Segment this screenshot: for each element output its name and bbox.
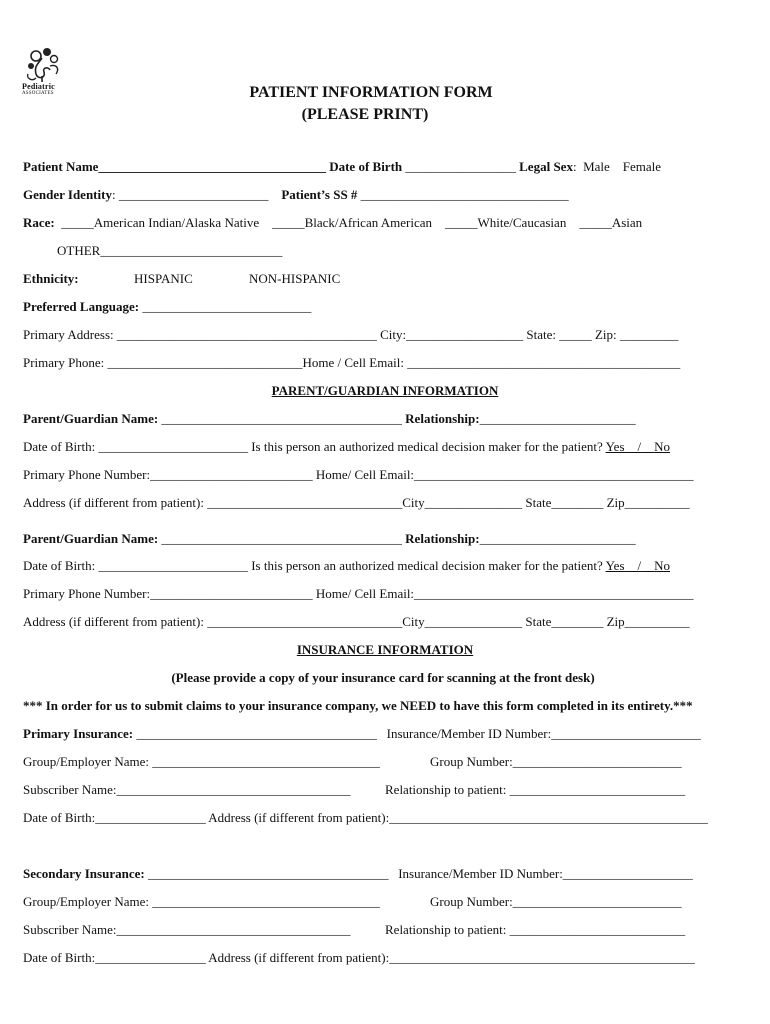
relationship-field[interactable]: ________________________ (479, 531, 636, 546)
sex-female-option[interactable]: Female (622, 159, 662, 174)
guardian-name-field[interactable]: _____________________________________ (161, 531, 402, 546)
patient-name-label: Patient Name (23, 159, 99, 174)
ethnicity-hispanic[interactable]: HISPANIC (134, 271, 193, 286)
group-number-field[interactable]: Group Number:__________________________ (430, 754, 682, 769)
decision-maker-yes[interactable]: Yes (605, 439, 625, 454)
language-row (23, 299, 311, 315)
subscriber-relationship-field[interactable]: Relationship to patient: ___________________________ (385, 922, 686, 937)
dob-field[interactable]: _________________ (405, 159, 516, 174)
secondary-dob-row[interactable]: Date of Birth:_________________ Address (if different from patient):_______________________________________________ (23, 950, 695, 965)
gender-identity-field[interactable]: : _______________________ (111, 187, 269, 202)
guardian-1-phone-row[interactable]: Primary Phone Number:_________________________ Home/ Cell Email:___________________________________________ (23, 467, 694, 482)
decision-maker-yes[interactable]: Yes (605, 558, 625, 573)
race-other-row (57, 243, 282, 259)
insurance-section-heading: INSURANCE INFORMATION (296, 642, 474, 657)
decision-maker-slash: / (637, 439, 642, 454)
ethnicity-row (23, 271, 341, 287)
decision-maker-no[interactable]: No (654, 439, 671, 454)
race-label: Race: (23, 215, 55, 230)
subscriber-name-field[interactable]: Subscriber Name:____________________________________ (23, 922, 351, 937)
guardian-name-label: Parent/Guardian Name: (23, 531, 159, 546)
insurance-card-note: (Please provide a copy of your insurance card for scanning at the front desk) (171, 670, 595, 685)
race-american-indian[interactable]: _____American Indian/Alaska Native (61, 215, 260, 230)
race-row (23, 215, 642, 231)
group-employer-field[interactable]: Group/Employer Name: ___________________________________ (23, 894, 380, 909)
secondary-group-row (23, 894, 682, 910)
guardian-dob-text[interactable]: Date of Birth: _______________________ Is this person an authorized medical decision maker for the patient? (23, 558, 603, 573)
race-black[interactable]: _____Black/African American (272, 215, 433, 230)
gender-row (23, 187, 569, 203)
relationship-field[interactable]: ________________________ (479, 411, 636, 426)
guardian-section-heading: PARENT/GUARDIAN INFORMATION (271, 383, 499, 398)
primary-group-row (23, 754, 682, 770)
guardian-name-field[interactable]: _____________________________________ (161, 411, 402, 426)
sex-male-option[interactable]: Male (583, 159, 610, 174)
decision-maker-slash: / (637, 558, 642, 573)
logo-subtitle: ASSOCIATES (22, 91, 54, 96)
guardian-1-dob-row (23, 439, 670, 455)
dob-label: Date of Birth (329, 159, 403, 174)
ethnicity-label: Ethnicity: (23, 271, 79, 286)
primary-dob-row[interactable]: Date of Birth:_________________ Address (if different from patient):_________________________________________________ (23, 810, 708, 825)
form-title: PATIENT INFORMATION FORM (249, 84, 493, 101)
guardian-1-name-row (23, 411, 636, 427)
subscriber-relationship-field[interactable]: Relationship to patient: ___________________________ (385, 782, 686, 797)
guardian-2-phone-row[interactable]: Primary Phone Number:_________________________ Home/ Cell Email:___________________________________________ (23, 586, 694, 601)
primary-member-id-field[interactable]: Insurance/Member ID Number:_______________________ (386, 726, 701, 741)
legal-sex-colon: : (572, 159, 577, 174)
ss-field[interactable]: ________________________________ (360, 187, 569, 202)
guardian-2-dob-row (23, 558, 670, 574)
guardian-2-name-row (23, 531, 636, 547)
primary-insurance-label: Primary Insurance: (23, 726, 134, 741)
insurance-warning: *** In order for us to submit claims to your insurance company, we NEED to have this form completed in its entirety.*** (23, 698, 693, 713)
race-asian[interactable]: _____Asian (579, 215, 643, 230)
language-field[interactable]: __________________________ (142, 299, 312, 314)
legal-sex-label: Legal Sex (519, 159, 573, 174)
gender-identity-label: Gender Identity (23, 187, 112, 202)
patient-name-row (23, 159, 661, 175)
primary-phone-row[interactable]: Primary Phone: ______________________________Home / Cell Email: __________________________________________ (23, 355, 681, 370)
guardian-name-label: Parent/Guardian Name: (23, 411, 159, 426)
primary-insurance-field[interactable]: _____________________________________ (136, 726, 377, 741)
primary-subscriber-row (23, 782, 686, 798)
logo-name: Pediatric (22, 82, 55, 91)
secondary-insurance-label: Secondary Insurance: (23, 866, 145, 881)
group-number-field[interactable]: Group Number:__________________________ (430, 894, 682, 909)
decision-maker-no[interactable]: No (654, 558, 671, 573)
ss-label: Patient’s SS # (281, 187, 358, 202)
primary-insurance-row (23, 726, 701, 742)
primary-address-row[interactable]: Primary Address: ________________________________________ City:__________________ State: _____ Zip: _________ (23, 327, 679, 342)
guardian-1-address-row[interactable]: Address (if different from patient): ______________________________City_______________ State________ Zip__________ (23, 495, 690, 510)
subscriber-name-field[interactable]: Subscriber Name:____________________________________ (23, 782, 351, 797)
guardian-2-address-row[interactable]: Address (if different from patient): ______________________________City_______________ State________ Zip__________ (23, 614, 690, 629)
race-other-field[interactable]: OTHER____________________________ (57, 243, 283, 258)
secondary-insurance-row (23, 866, 693, 882)
patient-name-field[interactable]: ___________________________________ (98, 159, 326, 174)
relationship-label: Relationship: (405, 531, 480, 546)
race-white[interactable]: _____White/Caucasian (445, 215, 567, 230)
guardian-dob-text[interactable]: Date of Birth: _______________________ Is this person an authorized medical decision maker for the patient? (23, 439, 603, 454)
secondary-member-id-field[interactable]: Insurance/Member ID Number:____________________ (398, 866, 693, 881)
language-label: Preferred Language: (23, 299, 140, 314)
form-subtitle: (PLEASE PRINT) (301, 106, 429, 123)
ethnicity-non-hispanic[interactable]: NON-HISPANIC (249, 271, 341, 286)
group-employer-field[interactable]: Group/Employer Name: ___________________________________ (23, 754, 380, 769)
secondary-subscriber-row (23, 922, 686, 938)
relationship-label: Relationship: (405, 411, 480, 426)
secondary-insurance-field[interactable]: _____________________________________ (147, 866, 389, 881)
